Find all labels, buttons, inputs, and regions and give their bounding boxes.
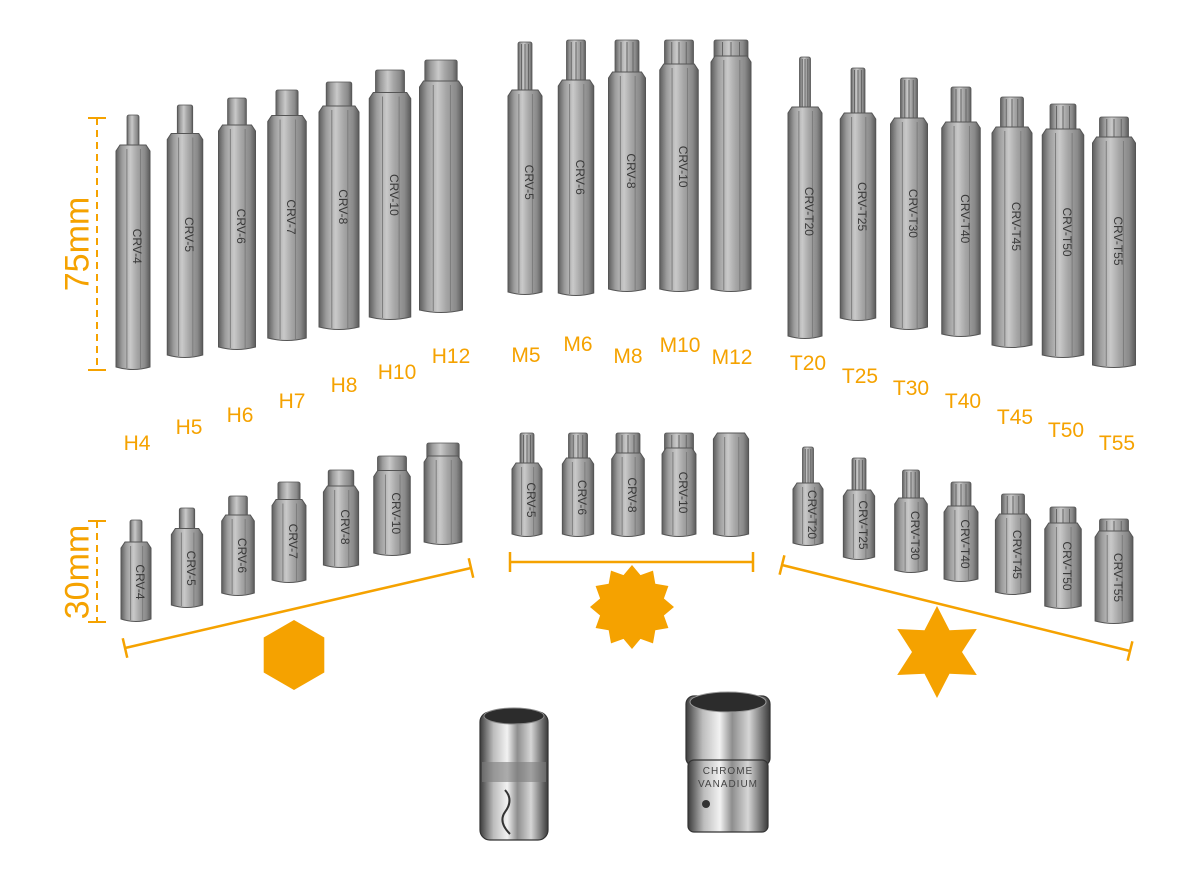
size-label-h8: H8 [330,374,358,397]
bit-engraving: CRV-8 [336,189,350,225]
hexagon-icon [264,620,325,690]
short-bit-t55 [1095,519,1133,624]
long-bit-m8 [609,40,646,292]
length-75mm-label: 75mm [58,196,97,292]
short-bit-t20 [793,447,823,546]
long-bit-h6 [219,98,256,350]
size-label-h10: H10 [377,361,417,384]
size-label-h4: H4 [123,432,151,455]
short-bit-h10 [374,456,411,556]
bit-engraving: CRV-5 [524,482,538,518]
bit-shank [420,81,463,313]
adapter-pin-hole [702,800,710,808]
size-label-h12: H12 [431,345,471,368]
size-label-m5: M5 [511,344,541,367]
long-bit-t40 [942,87,981,337]
bit-shank [713,433,748,537]
bit-shank [711,56,751,292]
adapter-groove [482,762,546,782]
bit-engraving: CRV-8 [624,153,638,189]
bit-engraving: CRV-T45 [1010,529,1024,580]
bit-engraving: CRV-T40 [958,194,972,244]
long-bit-h7 [268,90,307,341]
six-point-star-icon [897,606,977,698]
bit-engraving: CRV-T25 [856,500,870,550]
size-label-h7: H7 [278,390,306,413]
size-label-h5: H5 [175,416,203,439]
size-label-t30: T30 [892,377,930,400]
bit-engraving: CRV-6 [575,479,589,516]
long-bit-t45 [992,97,1032,348]
bit-engraving: CRV-10 [676,471,690,514]
bit-engraving: CRV-10 [387,173,401,216]
long-bit-h4 [116,115,150,370]
adapter-engraving: VANADIUM [697,779,759,790]
long-bit-t25 [840,68,876,321]
bit-engraving: CRV-10 [676,145,690,188]
bit-engraving: CRV-7 [284,199,298,235]
adapter-socket-opening [690,692,766,712]
short-bit-m12 [713,433,748,537]
short-bit-h12 [424,443,462,545]
bit-engraving: CRV-T50 [1060,541,1074,591]
short-bit-h8 [323,470,358,568]
bit-engraving: CRV-8 [625,477,639,513]
long-bit-h10 [369,70,411,320]
size-label-t40: T40 [944,390,982,413]
bit-engraving: CRV-7 [286,523,300,559]
size-label-m12: M12 [711,346,753,369]
bit-engraving: CRV-6 [235,537,249,574]
size-label-t25: T25 [841,365,879,388]
long-bit-t50 [1042,104,1084,358]
long-bit-t55 [1093,117,1136,368]
bit-engraving: CRV-T55 [1111,216,1125,266]
bit-engraving: CRV-6 [234,208,248,244]
short-bit-h6 [222,496,255,596]
bit-engraving: CRV-5 [182,216,196,253]
long-bit-m6 [558,40,594,296]
size-label-m6: M6 [563,333,593,356]
short-bit-t45 [995,494,1030,595]
size-label-h6: H6 [226,404,254,427]
bit-engraving: CRV-T30 [908,510,922,561]
long-bit-t20 [788,57,822,339]
size-label-t45: T45 [996,406,1034,429]
short-bit-m6 [562,433,593,537]
small-bit-holder-adapter [480,708,548,840]
short-bit-t25 [843,458,874,560]
long-bit-h12 [420,60,463,313]
bit-engraving: CRV-5 [522,164,536,200]
bit-engraving: CRV-10 [389,492,403,535]
long-bit-m10 [660,40,699,292]
bit-engraving: CRV-T40 [958,519,972,569]
short-bit-m5 [512,433,542,537]
short-bit-m10 [662,433,696,537]
size-label-t50: T50 [1047,419,1085,442]
short-bit-h4 [121,520,151,622]
long-bit-h5 [167,105,203,358]
adapter-engraving: CHROME [702,766,754,777]
short-bit-h7 [272,482,306,583]
adapter-socket-opening [484,708,544,724]
bit-shank [424,456,462,545]
bit-engraving: CRV-T45 [1009,201,1023,252]
twelve-point-star-icon [590,565,674,649]
short-bit-m8 [612,433,645,537]
short-bit-t50 [1045,507,1082,609]
long-bit-m5 [508,42,542,295]
size-label-t55: T55 [1098,432,1136,455]
bit-engraving: CRV-T20 [802,186,816,236]
bit-engraving: CRV-T20 [805,489,819,540]
long-bit-t30 [891,78,928,330]
size-label-t20: T20 [789,352,827,375]
bit-engraving: CRV-6 [573,159,587,195]
bit-engraving: CRV-T25 [855,182,869,232]
large-bit-holder-adapter [686,692,770,832]
short-bit-h5 [171,508,202,608]
size-label-m10: M10 [659,334,701,357]
bit-engraving: CRV-4 [133,564,147,600]
short-bit-t30 [895,470,928,573]
long-bit-h8 [319,82,359,330]
short-bit-t40 [944,482,978,582]
length-30mm-label: 30mm [58,524,97,620]
size-label-m8: M8 [613,345,643,368]
bit-engraving: CRV-T55 [1111,552,1125,603]
bit-engraving: CRV-T30 [906,188,920,238]
bit-engraving: CRV-4 [130,228,144,264]
long-bit-m12 [711,40,751,292]
bit-engraving: CRV-5 [184,550,198,586]
bit-engraving: CRV-T50 [1060,207,1074,257]
bit-engraving: CRV-8 [338,509,352,545]
